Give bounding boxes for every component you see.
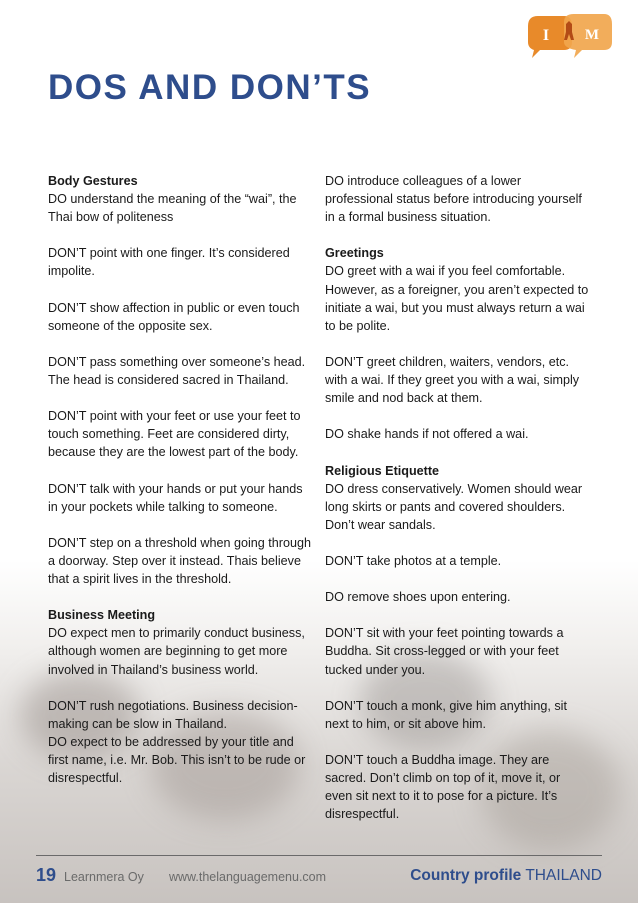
logo-letter-left: I [542, 27, 550, 44]
tip-paragraph: DON’T touch a Buddha image. They are sacred. Don’t climb on top of it, move it, or even sit next to it to pose for a picture. It’s disrespectful. [325, 753, 561, 822]
tip-text: DO expect men to primarily conduct business, although women are beginning to get more involved in Thailand’s business world. [48, 626, 305, 677]
tip-text: DO greet with a wai if you feel comfortable. However, as a foreigner, you aren’t expected to initiate a wai, but you must always return a wai to be polite. [325, 264, 589, 333]
tip-paragraph: DON’T point with one finger. It’s considered impolite. [48, 246, 290, 279]
tip-paragraph: DO introduce colleagues of a lower professional status before introducing yourself in a formal business situation. [325, 174, 582, 225]
left-column [48, 172, 313, 805]
section-heading: Religious Etiquette [325, 463, 440, 478]
tip-text: DO dress conservatively. Women should wear long skirts or pants and covered shoulders. Don’t wear sandals. [325, 481, 583, 532]
im-logo [524, 12, 614, 68]
tip-paragraph: DO remove shoes upon entering. [325, 590, 511, 605]
tip-text: DO understand the meaning of the “wai”, the Thai bow of politeness [48, 192, 297, 225]
website-link[interactable]: www.thelanguagemenu.com [169, 870, 327, 884]
footer-divider [36, 855, 602, 856]
country-profile-label [410, 867, 602, 885]
country-profile-bold: Country profile [410, 867, 522, 884]
tip-paragraph: DO shake hands if not offered a wai. [325, 427, 529, 442]
country-name: THAILAND [525, 867, 602, 884]
tip-paragraph [325, 462, 590, 534]
company-name: Learnmera Oy [64, 870, 144, 884]
tip-paragraph: DON’T sit with your feet pointing towards a Buddha. Sit cross-legged or with your feet tucked under you. [325, 626, 564, 677]
tip-paragraph [325, 244, 590, 334]
logo-letter-right: M [584, 27, 600, 43]
tip-paragraph: DON’T greet children, waiters, vendors, etc. with a wai. If they greet you with a wai, simply smile and nod back at them. [325, 354, 580, 406]
tip-paragraph: DON’T talk with your hands or put your hands in your pockets while talking to someone. [48, 481, 303, 514]
tip-paragraph: DO expect to be addressed by your title and first name, i.e. Mr. Bob. This isn’t to be rude or disrespectful. [48, 734, 306, 786]
right-column [325, 172, 590, 841]
tip-paragraph: DON’T point with your feet or use your feet to touch something. Feet are considered dirty, because they are the lowest part of the body. [48, 409, 301, 460]
section-heading: Greetings [325, 246, 384, 261]
section-heading: Body Gestures [48, 174, 138, 188]
tip-paragraph: DON’T rush negotiations. Business decision-making can be slow in Thailand. [48, 698, 298, 731]
section-heading: Business Meeting [48, 608, 156, 623]
tip-paragraph: DON’T touch a monk, give him anything, sit next to him, or sit above him. [325, 698, 567, 731]
page-number: 19 [36, 865, 57, 885]
tip-paragraph: DON’T pass something over someone’s head. The head is considered sacred in Thailand. [48, 354, 306, 388]
page-footer [36, 862, 602, 890]
page-title: DOS AND DON’TS [48, 68, 372, 107]
tip-paragraph: DON’T take photos at a temple. [325, 553, 502, 568]
tip-paragraph [48, 172, 313, 226]
tip-paragraph: DON’T step on a threshold when going through a doorway. Step over it instead. Thais believe that a spirit lives in the threshold. [48, 535, 311, 587]
tip-paragraph: DON’T show affection in public or even touch someone of the opposite sex. [48, 300, 300, 333]
tip-paragraph [48, 606, 313, 678]
